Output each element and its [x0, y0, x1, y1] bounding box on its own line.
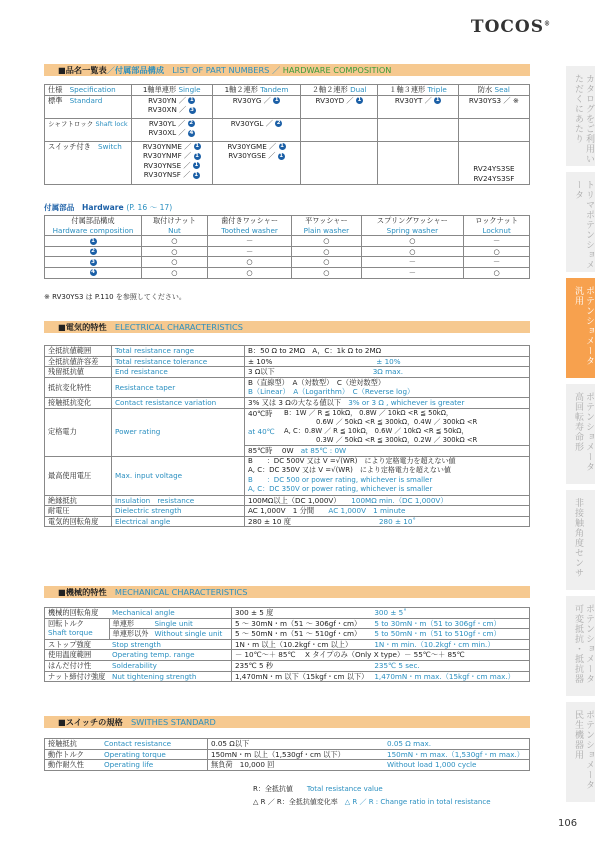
- hardware-table: 付属部品構成 Hardware composition 取付けナット Nut 歯付きワッシャー Toothed washer 平ワッシャー Plain washer スプリングワッシャー Spring washer ロックナット Locknut 1 ○ － ○ ○ － 2 ○ － ○ ○ ○ 3 ○ ○ ○ － － 4 ○ ○ ○ － ○: [44, 215, 530, 279]
- section-header-mechanical: ■機械的特性 MECHANICAL CHARACTERISTICS: [44, 586, 530, 598]
- mechanical-table: [44, 607, 530, 682]
- page-number: 106: [558, 818, 578, 829]
- table-row: 定格電力 Power rating 40℃時 at 40℃ B：1W ／ R ≦ 10kΩ， 0.8W ／ 10kΩ <R ≦ 50kΩ， 0.6W ／ 50kΩ <R ≦ 300kΩ，0.4W ／ 300kΩ <R A, C：0.8W ／ R ≦ 10kΩ， 0.6W ／ 10kΩ <R ≦ 50kΩ， 0.3W ／ 50kΩ <R ≦ 300kΩ，0.2W ／ 300kΩ <R: [45, 408, 530, 446]
- table-row: 1 ○ － ○ ○ －: [45, 236, 530, 247]
- table-row: 接触抵抗変化 Contact resistance variation 3% 又は 3 Ωの大なる値以下 3% or 3 Ω , whichever is greater: [45, 397, 530, 408]
- hardware-title: 付属部品 Hardware (P. 16 ～ 17): [44, 203, 173, 212]
- table-row: ナット締付け強度 Nut tightening strength 1,470mN・m 以下（15kgf・cm 以下） 1,470mN・m max.（15kgf・cm max.）: [45, 671, 530, 682]
- table-row: 使用温度範囲 Operating temp. range － 10℃～＋ 85℃ X タイプのみ（Only X type）－ 55℃～＋ 85℃: [45, 650, 530, 661]
- switch-table: [44, 738, 530, 771]
- table-row: 3 ○ ○ ○ － －: [45, 257, 530, 268]
- table-row: 最高使用電圧 Max. input voltage B ：DC 500V 又は V =√(WR) により定格電力を超えない値 A, C：DC 350V 又は V =√(WR) により定格電力を超えない値 B ：DC 500 or power rating, whichever is smaller A, C：DC 350V or power rating, whichever is smaller: [45, 456, 530, 495]
- table-row: 85℃時 0W at 85℃ : 0W: [45, 446, 530, 457]
- tab-trimmer-potentiometer[interactable]: トリマポテンショメータ: [566, 172, 595, 272]
- section-header-switch: ■スイッチの規格 SWITHES STANDARD: [44, 716, 530, 728]
- table-row: 標準 Standard RV30YN ／ 1 RV30XN ／ 3 RV30YG ／ 1 RV30YD ／ 1 RV30YT ／ 1 RV30YS3 ／ ※: [45, 95, 530, 118]
- table-row: 4 ○ ○ ○ － ○: [45, 267, 530, 278]
- table-row: ストップ強度 Stop strength 1N・m 以上（10.2kgf・cm 以上） 1N・m min.（10.2kgf・cm min.）: [45, 639, 530, 650]
- table-row: 全抵抗値範囲 Total resistance range B：50 Ω to 2MΩ A，C：1k Ω to 2MΩ: [45, 346, 530, 357]
- section-header-part-numbers: ■品名一覧表／付属部品構成 LIST OF PART NUMBERS ／ HARDWARE COMPOSITION: [44, 64, 530, 76]
- table-row: 残留抵抗値 End resistance 3 Ω以下 3Ω max.: [45, 367, 530, 378]
- table-row: はんだ付け性 Solderability 235℃ 5 秒 235℃ 5 sec.: [45, 660, 530, 671]
- part-number-table: 仕様 Specification 1軸単連形 Single 1軸２連形 Tandem ２軸２連形 Dual １軸３連形 Triple 防水 Seal 標準 Standard RV30YN ／ 1 RV30XN ／ 3 RV30YG ／ 1 RV30YD ／ 1 RV30YT ／ 1 RV30YS3 ／ ※ シャフトロック Shaft lock RV30YL ／ 2 RV30XL ／ 4 RV30YGL ／ 2 スイッチ付き Switch RV30YNME ／ 1 RV30YNMF ／ 1 RV30YNSE ／ 1 RV30YNSF ／ 1 RV30YGME ／ 1 RV30YGSE ／ 1 RV24YS3SE RV24YS3SF: [44, 84, 530, 185]
- table-row: 耐電圧 Dielectric strength AC 1,000V 1 分間 AC 1,000V 1 minute: [45, 506, 530, 517]
- tab-non-contact-sensor[interactable]: 非接触角度センサ: [566, 490, 595, 590]
- tab-potentiometer-long-life[interactable]: ポテンショメータ 高回転寿命形: [566, 384, 595, 484]
- table-row: 回転トルク Shaft torque 単連形 Single unit 5 ～ 30mN・m（51 ～ 306gf・cm） 5 to 30mN・m（51 to 306gf・cm）: [45, 618, 530, 629]
- table-row: 電気的回転角度 Electrical angle 280 ± 10 度 280 ± 10˚: [45, 516, 530, 527]
- table-row: スイッチ付き Switch RV30YNME ／ 1 RV30YNMF ／ 1 RV30YNSE ／ 1 RV30YNSF ／ 1 RV30YGME ／ 1 RV30YGSE ／ 1 RV24YS3SE RV24YS3SF: [45, 141, 530, 184]
- table-row: 絶縁抵抗 Insulation resistance 100MΩ以上（DC 1,000V） 100MΩ min.（DC 1,000V）: [45, 495, 530, 506]
- tab-catalog-usage[interactable]: カタログをご利用いただくにあたり: [566, 66, 595, 166]
- table-row: シャフトロック Shaft lock RV30YL ／ 2 RV30XL ／ 4 RV30YGL ／ 2: [45, 118, 530, 141]
- table-row: 動作トルク Operating torque 150mN・m 以上（1,530gf・cm 以下） 150mN・m max.（1,530gf・m max.）: [45, 749, 530, 760]
- section-header-electrical: ■電気的特性 ELECTRICAL CHARACTERISTICS: [44, 321, 530, 333]
- table-row: 全抵抗値許容差 Total resistance tolerance ± 10% ± 10%: [45, 356, 530, 367]
- table-row: 単連形以外 Without single unit 5 ～ 50mN・m（51 ～ 510gf・cm） 5 to 50mN・m（51 to 510gf・cm）: [45, 629, 530, 640]
- table-row: 抵抗変化特性 Resistance taper B（直線型） A（対数型） C（逆対数型） B（Linear） A（Logarithm） C（Reverse log）: [45, 377, 530, 397]
- tab-potentiometer-general[interactable]: ポテンショメータ 汎用: [566, 278, 595, 378]
- tab-variable-resistor[interactable]: ポテンショメータ 可変抵抗・抵抗器: [566, 596, 595, 696]
- table-row: 2 ○ － ○ ○ ○: [45, 246, 530, 257]
- legend: R：全抵抗値 Total resistance value △ R ／ R：全抵抗値変化率 △ R ／ R : Change ratio in total resistance: [253, 785, 491, 806]
- hardware-note: ※ RV30YS3 は P.110 を参照してください。: [44, 293, 186, 301]
- tab-consumer-potentiometer[interactable]: ポテンショメータ 民生機器用: [566, 702, 595, 802]
- table-row: 動作耐久性 Operating life 無負荷 10,000 回 Without load 1,000 cycle: [45, 760, 530, 771]
- table-row: 接触抵抗 Contact resistance 0.05 Ω以下 0.05 Ω max.: [45, 739, 530, 750]
- electrical-table: [44, 345, 530, 527]
- table-row: 機械的回転角度 Mechanical angle 300 ± 5 度 300 ± 5˚: [45, 608, 530, 619]
- tocos-logo: TOCOS®: [470, 17, 551, 37]
